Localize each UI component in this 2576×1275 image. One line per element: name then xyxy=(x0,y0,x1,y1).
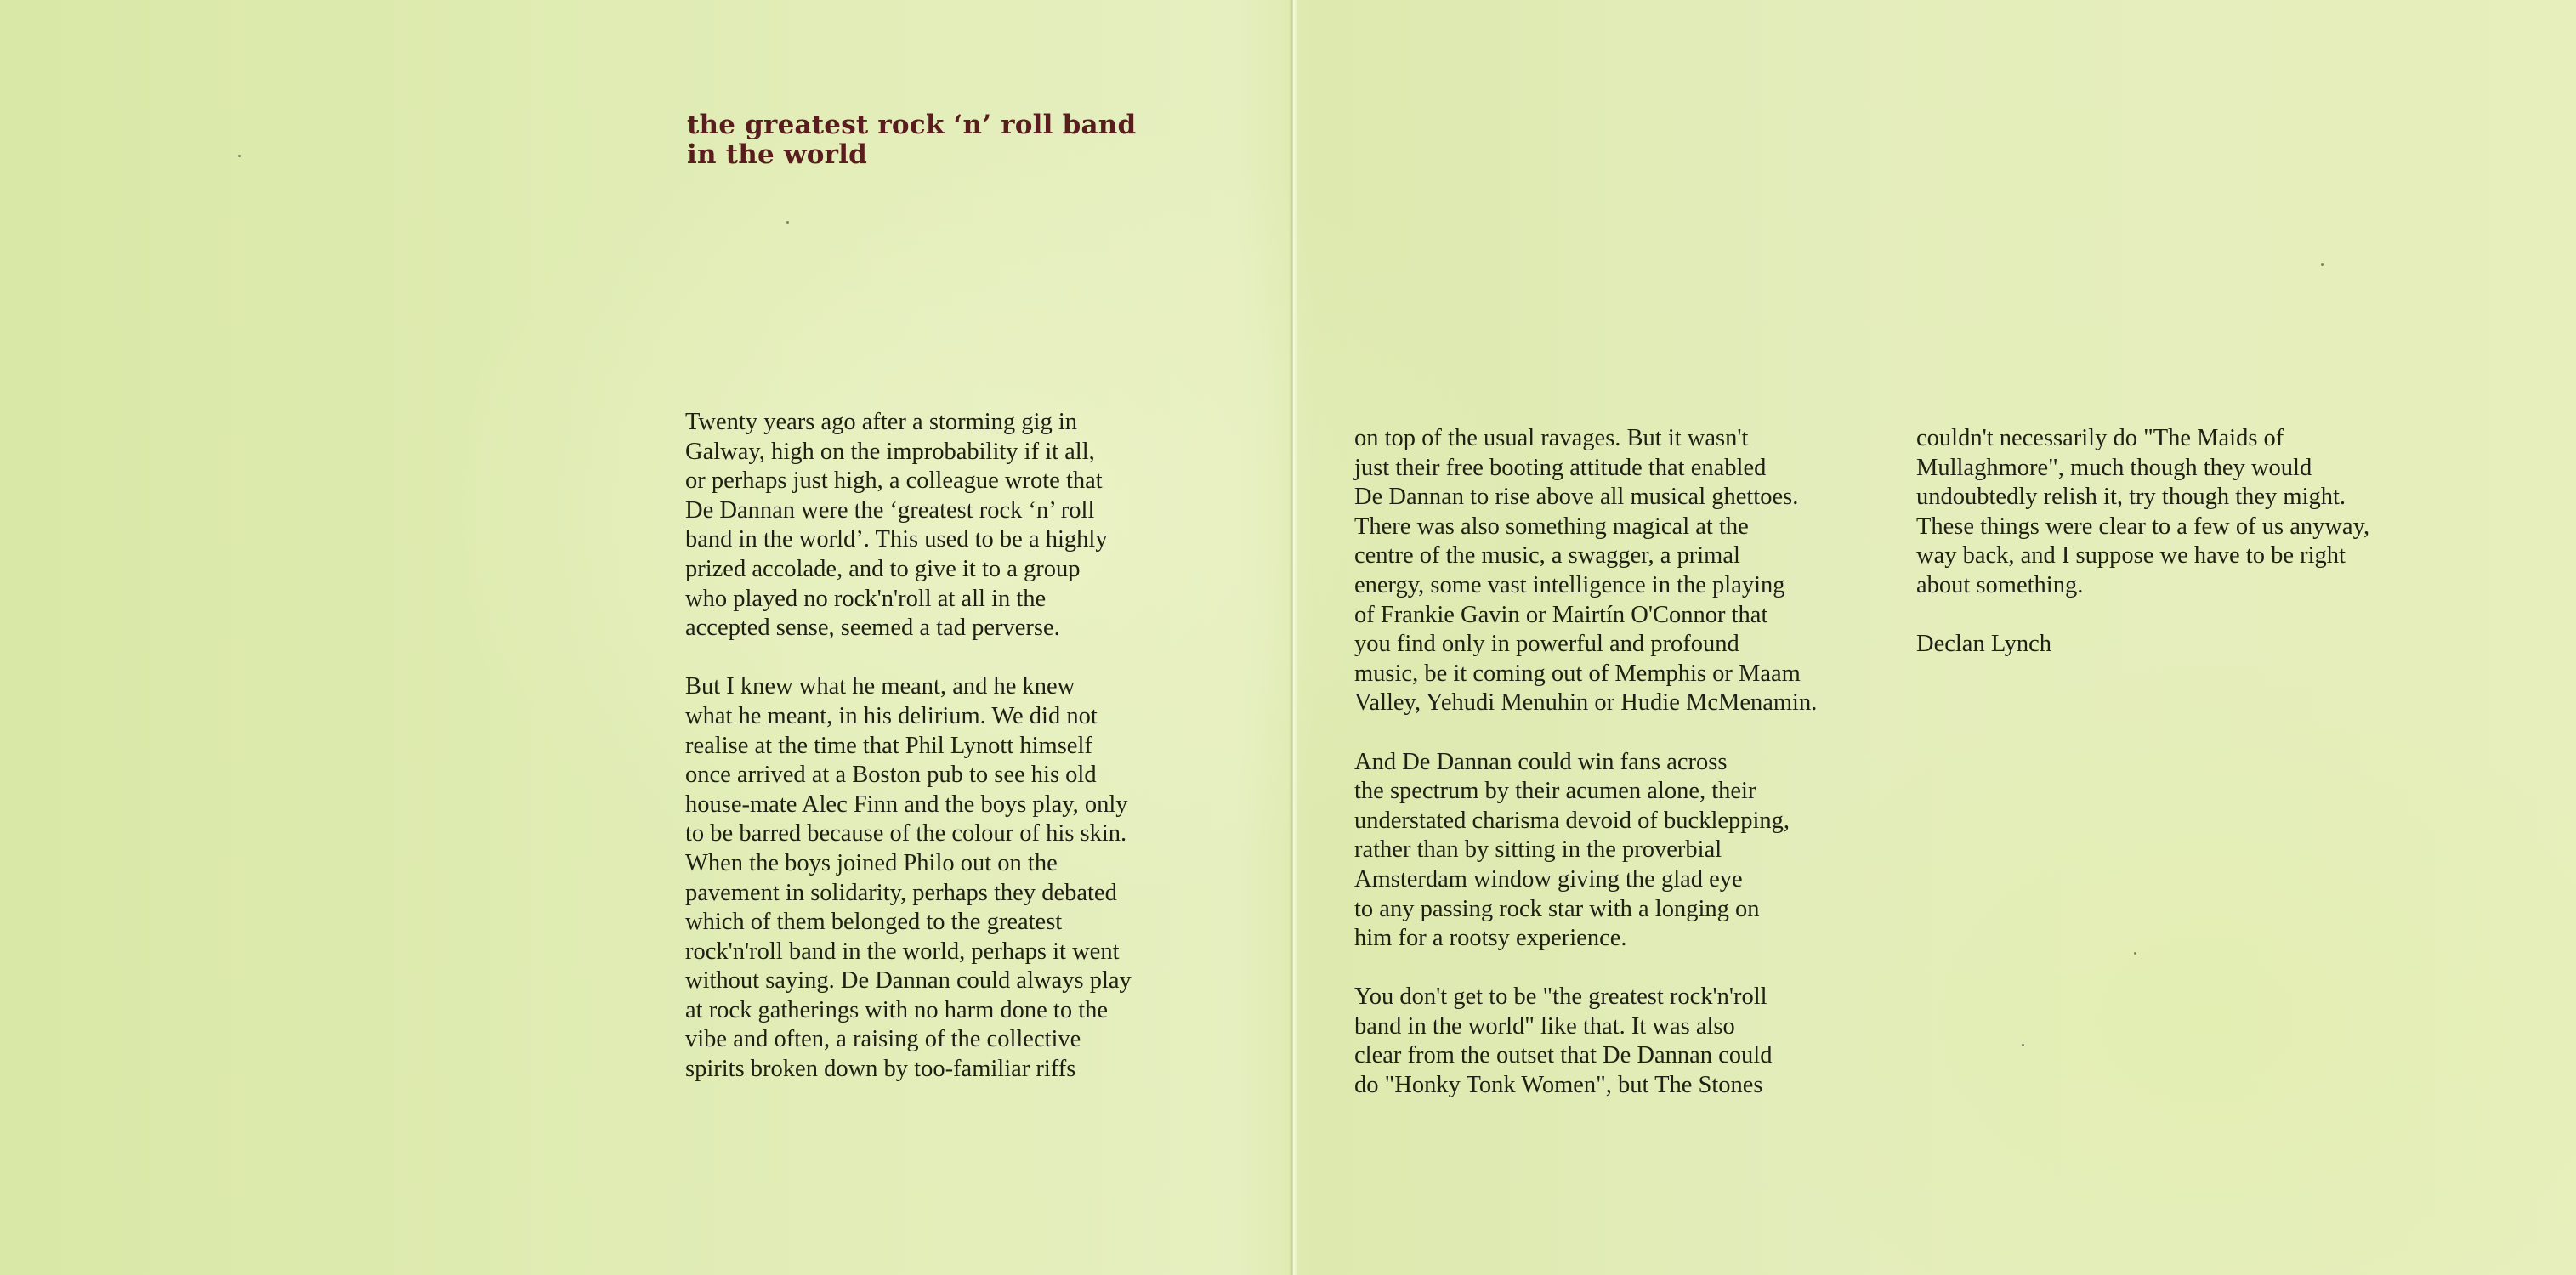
text-line: music, be it coming out of Memphis or Maam xyxy=(1354,660,1801,687)
text-line: or perhaps just high, a colleague wrote that xyxy=(685,468,1103,495)
text-line: undoubtedly relish it, try though they might. xyxy=(1916,484,2346,511)
paper-speck xyxy=(2321,264,2324,266)
text-line: couldn't necessarily do "The Maids of xyxy=(1916,425,2284,451)
text-line: on top of the usual ravages. But it wasn't xyxy=(1354,425,1749,451)
text-line: without saying. De Dannan could always play xyxy=(685,967,1132,994)
text-line: band in the world" like that. It was also xyxy=(1354,1012,1735,1040)
text-line: you find only in powerful and profound xyxy=(1354,631,1739,658)
text-line: Twenty years ago after a storming gig in xyxy=(685,409,1077,435)
text-line: just their free booting attitude that enabled xyxy=(1354,454,1767,481)
article-title xyxy=(687,110,1299,170)
text-line: rock'n'roll band in the world, perhaps it went xyxy=(685,938,1120,965)
text-line: But I knew what he meant, and he knew xyxy=(685,673,1075,700)
text-line: Galway, high on the improbability if it all, xyxy=(685,438,1095,465)
text-line: De Dannan were the ‘greatest rock ‘n’ roll xyxy=(685,496,1095,524)
paragraph xyxy=(1354,748,1817,954)
text-column-2 xyxy=(1354,424,1817,1101)
text-line: These things were clear to a few of us anyway, xyxy=(1916,513,2370,540)
text-line: understated charisma devoid of bucklepping, xyxy=(1354,807,1790,834)
center-fold xyxy=(1289,0,1297,1275)
text-line: way back, and I suppose we have to be right xyxy=(1916,542,2346,570)
text-line: who played no rock'n'roll at all in the xyxy=(685,585,1047,612)
paper-speck xyxy=(786,221,789,224)
title-line-2: in the world xyxy=(687,139,868,170)
paragraph xyxy=(1354,424,1817,718)
text-line: about something. xyxy=(1916,571,2084,598)
text-line: which of them belonged to the greatest xyxy=(685,909,1063,936)
text-line: to be barred because of the colour of his skin. xyxy=(685,820,1127,847)
text-line: rather than by sitting in the proverbial xyxy=(1354,836,1722,864)
paragraph xyxy=(1916,630,2369,660)
paper-speck xyxy=(2134,952,2136,955)
text-line: once arrived at a Boston pub to see his old xyxy=(685,762,1097,789)
text-line: vibe and often, a raising of the collective xyxy=(685,1026,1081,1053)
text-line: him for a rootsy experience. xyxy=(1354,925,1627,952)
text-line: spirits broken down by too-familiar riffs xyxy=(685,1056,1076,1083)
text-line: of Frankie Gavin or Mairtín O'Connor that xyxy=(1354,601,1768,628)
paper-speck xyxy=(238,155,241,157)
paragraph xyxy=(1354,983,1817,1100)
text-line: energy, some vast intelligence in the playing xyxy=(1354,571,1785,598)
text-line: at rock gatherings with no harm done to the xyxy=(685,996,1109,1023)
text-line: prized accolade, and to give it to a group xyxy=(685,555,1081,582)
text-line: band in the world’. This used to be a highly xyxy=(685,526,1108,553)
paragraph xyxy=(685,408,1132,643)
text-column-1 xyxy=(685,408,1132,1085)
text-line: clear from the outset that De Dannan could xyxy=(1354,1042,1773,1069)
text-line: do "Honky Tonk Women", but The Stones xyxy=(1354,1072,1763,1099)
paragraph xyxy=(685,672,1132,1084)
text-line: De Dannan to rise above all musical ghettoes. xyxy=(1354,484,1799,511)
text-line: pavement in solidarity, perhaps they debated xyxy=(685,879,1117,906)
text-line: You don't get to be "the greatest rock'n'roll xyxy=(1354,983,1767,1011)
text-line: Amsterdam window giving the glad eye xyxy=(1354,865,1743,892)
text-line: the spectrum by their acumen alone, their xyxy=(1354,778,1756,805)
text-line: And De Dannan could win fans across xyxy=(1354,748,1728,775)
text-column-3 xyxy=(1916,424,2369,660)
text-line: what he meant, in his delirium. We did not xyxy=(685,702,1098,729)
title-line-1: the greatest rock ‘n’ roll band xyxy=(687,110,1137,140)
text-line: Mullaghmore", much though they would xyxy=(1916,454,2312,481)
text-line: There was also something magical at the xyxy=(1354,513,1749,540)
paper-speck xyxy=(2022,1044,2024,1046)
text-line: Declan Lynch xyxy=(1916,631,2052,658)
text-line: realise at the time that Phil Lynott himself xyxy=(685,732,1092,759)
text-line: When the boys joined Philo out on the xyxy=(685,849,1058,876)
paragraph xyxy=(1916,424,2369,601)
text-line: accepted sense, seemed a tad perverse. xyxy=(685,615,1060,642)
text-line: Valley, Yehudi Menuhin or Hudie McMenamin. xyxy=(1354,689,1818,717)
text-line: to any passing rock star with a longing on xyxy=(1354,895,1760,922)
text-line: house-mate Alec Finn and the boys play, only xyxy=(685,790,1128,818)
text-line: centre of the music, a swagger, a primal xyxy=(1354,542,1740,570)
